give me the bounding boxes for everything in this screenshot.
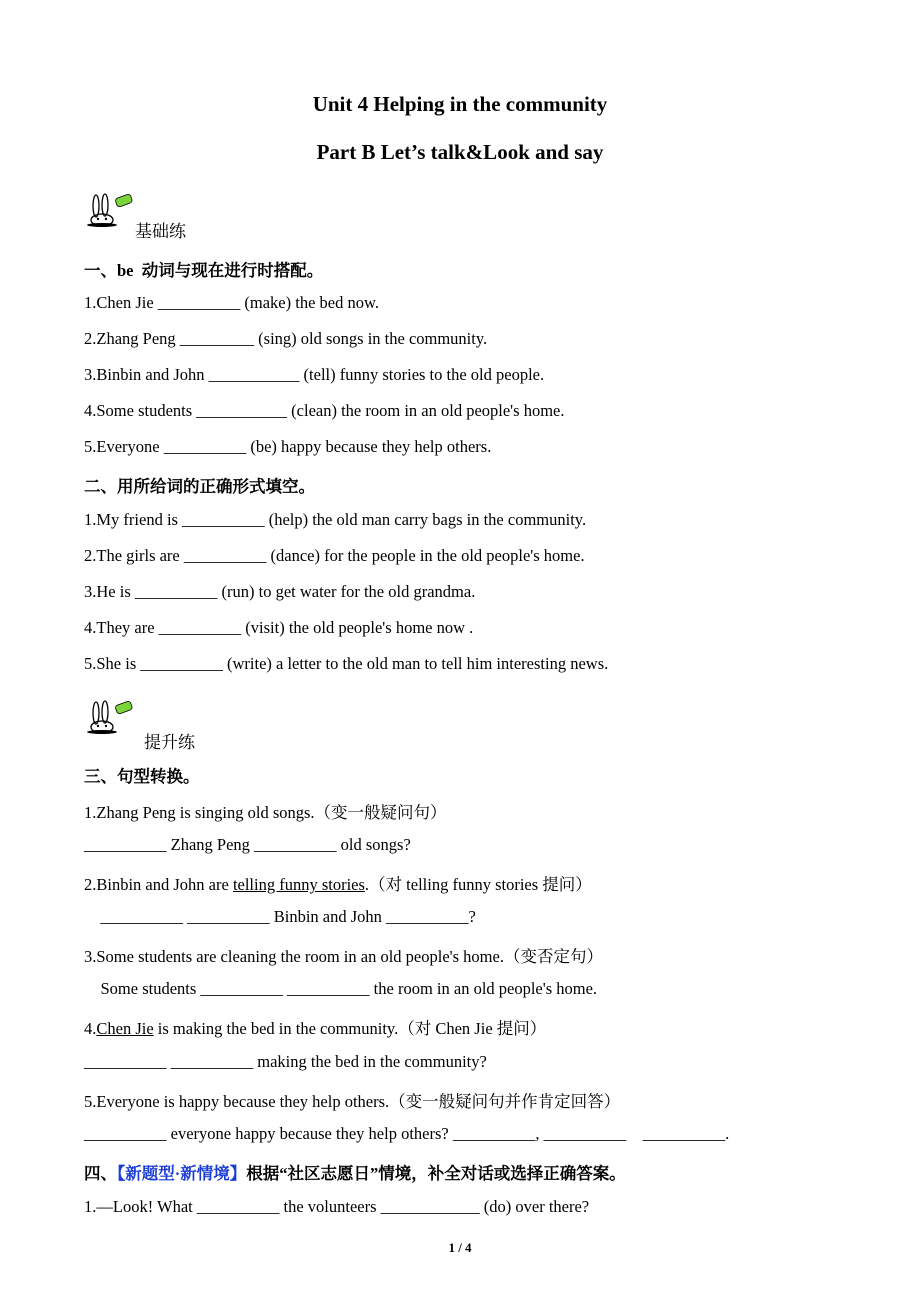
q3-line: __________ Zhang Peng __________ old songs? [84,835,411,854]
q1-item: 2.Zhang Peng _________ (sing) old songs in the community. [84,329,488,348]
q3-text: .（对 telling funny stories 提问） [364,875,592,894]
q3-line: 5.Everyone is happy because they help others.（变一般疑问句并作肯定回答） [84,1092,621,1111]
section-label-basic: 基础练 [135,222,186,242]
q1-item: 5.Everyone __________ (be) happy because they help others. [84,437,492,456]
q3-underlined: Chen Jie [96,1019,154,1038]
q4-line: 1.—Look! What __________ the volunteers ____________ (do) over there? [84,1197,590,1216]
q1-item: 1.Chen Jie __________ (make) the bed now. [84,293,379,312]
q3-text: is making the bed in the community.（对 Chen Jie 提问） [153,1019,547,1038]
q2-item: 5.She is __________ (write) a letter to the old man to tell him interesting news. [84,654,609,673]
page-subtitle: Part B Let’s talk&Look and say [316,140,604,164]
q1-heading: 一、be 动词与现在进行时搭配。 [84,261,324,280]
q4-prefix: 四、 [84,1164,117,1183]
q4-heading [84,1160,626,1184]
q2-item: 4.They are __________ (visit) the old people's home now . [84,618,474,637]
q3-line: 1.Zhang Peng is singing old songs.（变一般疑问句） [84,803,447,822]
q2-heading: 二、用所给词的正确形式填空。 [84,477,315,496]
q3-text: 2.Binbin and John are [84,875,233,894]
q3-line: __________ __________ Binbin and John __________? [84,907,476,926]
page-title: Unit 4 Helping in the community [312,92,608,116]
q3-line [84,1015,546,1039]
bunny-icon [86,700,136,736]
q3-heading: 三、句型转换。 [84,767,200,786]
q4-rest: 根据“社区志愿日”情境，补全对话或选择正确答案。 [246,1164,626,1183]
q3-text: 4. [84,1019,97,1038]
q3-line: __________ everyone happy because they help others? __________, __________ __________. [84,1124,730,1143]
section-label-advanced: 提升练 [144,733,195,753]
q4-tag: 【新题型·新情境】 [117,1164,247,1183]
q2-item: 1.My friend is __________ (help) the old man carry bags in the community. [84,510,587,529]
q1-item: 3.Binbin and John ___________ (tell) funny stories to the old people. [84,365,545,384]
q3-line [84,871,592,895]
q2-item: 3.He is __________ (run) to get water for the old grandma. [84,582,476,601]
q3-line: Some students __________ __________ the room in an old people's home. [84,979,598,998]
q3-line: __________ __________ making the bed in the community? [84,1052,487,1071]
q2-item: 2.The girls are __________ (dance) for the people in the old people's home. [84,546,585,565]
q3-line: 3.Some students are cleaning the room in an old people's home.（变否定句） [84,947,603,966]
page-number: 1 / 4 [448,1240,472,1255]
bunny-icon [86,193,136,229]
q3-underlined: telling funny stories [232,875,365,894]
q1-item: 4.Some students ___________ (clean) the room in an old people's home. [84,401,565,420]
